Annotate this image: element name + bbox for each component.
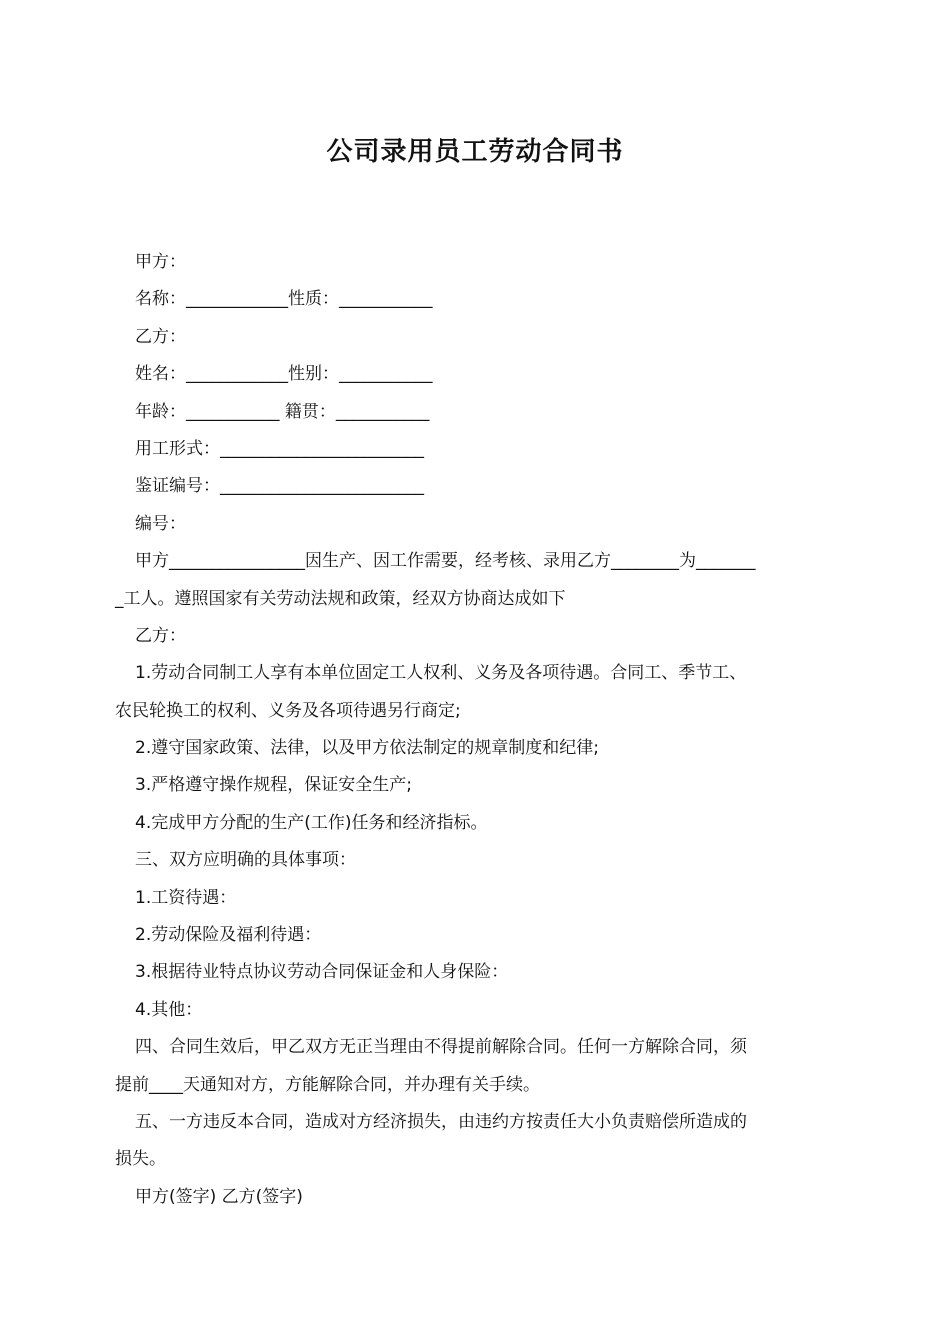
- section-4-line-2: 提前____天通知对方，方能解除合同，并办理有关手续。: [115, 1074, 540, 1095]
- clause-1-line-1: 1.劳动合同制工人享有本单位固定工人权利、义务及各项待遇。合同工、季节工、: [135, 663, 747, 684]
- hiring-statement-line-1: 甲方________________因生产、因工作需要，经考核、录用乙方________为_______: [135, 551, 756, 572]
- matter-4-other: 4.其他：: [135, 999, 203, 1020]
- number-field: 编号：: [135, 513, 186, 534]
- party-b-obligations-heading: 乙方：: [135, 625, 186, 646]
- clause-4: 4.完成甲方分配的生产(工作)任务和经济指标。: [135, 812, 488, 833]
- party-b-name-field: 姓名：____________性别：___________: [135, 364, 433, 385]
- party-b-age-field: 年龄：___________ 籍贯：___________: [135, 401, 430, 422]
- clause-2: 2.遵守国家政策、法律，以及甲方依法制定的规章制度和纪律;: [135, 738, 599, 759]
- certification-number-field: 鉴证编号：________________________: [135, 476, 424, 497]
- matter-1-wages: 1.工资待遇：: [135, 887, 237, 908]
- hiring-statement-line-2: _工人。遵照国家有关劳动法规和政策，经双方协商达成如下: [115, 588, 566, 609]
- party-a-heading: 甲方：: [135, 252, 186, 272]
- section-4-line-1: 四、合同生效后，甲乙双方无正当理由不得提前解除合同。任何一方解除合同，须: [135, 1037, 747, 1058]
- party-a-name-field: 名称：____________性质：___________: [135, 289, 433, 310]
- document-body: [115, 244, 837, 1216]
- matter-3-deposit: 3.根据待业特点协议劳动合同保证金和人身保险：: [135, 962, 509, 983]
- employment-form-field: 用工形式：________________________: [135, 438, 424, 459]
- matter-2-insurance: 2.劳动保险及福利待遇：: [135, 925, 322, 946]
- section-5-line-1: 五、一方违反本合同，造成对方经济损失，由违约方按责任大小负责赔偿所造成的: [135, 1111, 747, 1132]
- clause-3: 3.严格遵守操作规程，保证安全生产;: [135, 775, 412, 796]
- section-3-heading: 三、双方应明确的具体事项：: [135, 850, 356, 871]
- party-b-heading: 乙方：: [135, 326, 186, 347]
- document-title: 公司录用员工劳动合同书: [326, 137, 624, 167]
- section-5-line-2: 损失。: [115, 1149, 166, 1170]
- signature-line: 甲方(签字) 乙方(签字): [135, 1186, 303, 1207]
- clause-1-line-2: 农民轮换工的权利、义务及各项待遇另行商定;: [115, 700, 461, 721]
